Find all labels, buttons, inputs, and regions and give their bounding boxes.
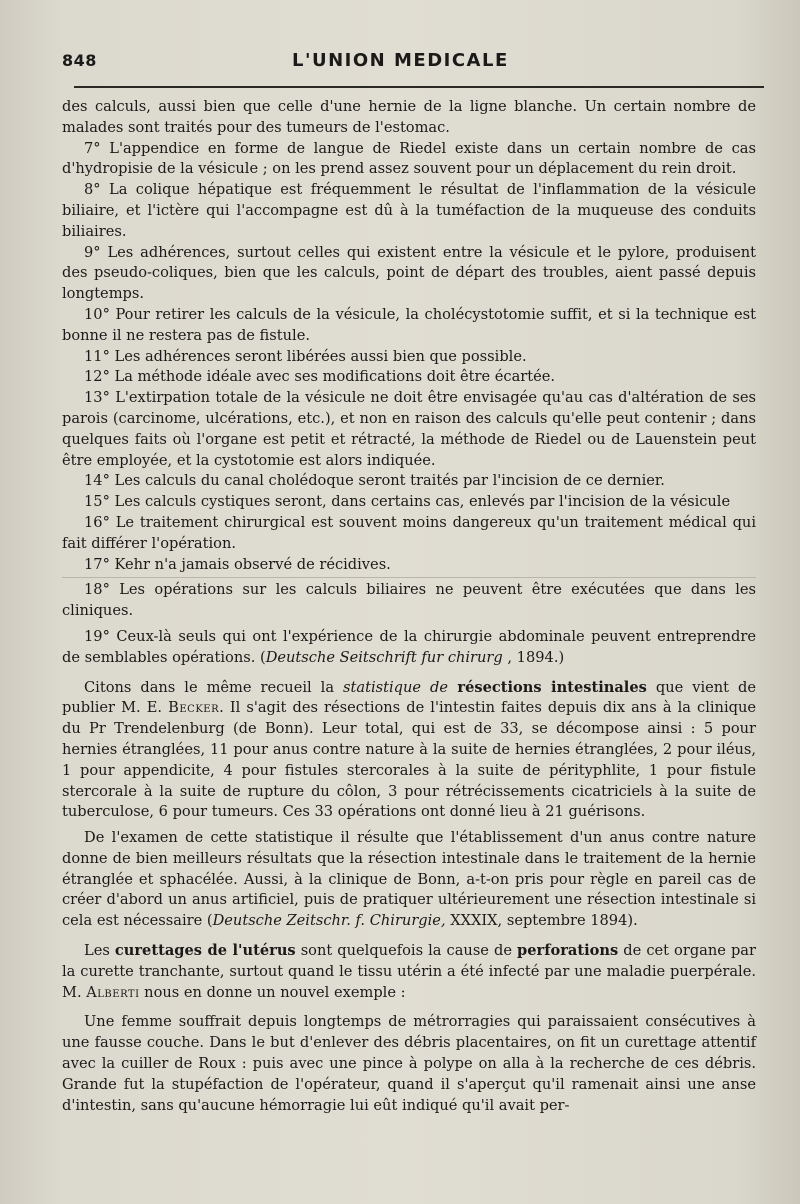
page-header xyxy=(62,50,760,78)
conclusion-19 xyxy=(62,627,756,669)
header-rule xyxy=(74,86,764,88)
citation-chirurgie: Deutsche Zeitschr. f. Chirurgie, xyxy=(212,912,446,930)
resections-term: résections intestinales xyxy=(447,678,647,696)
resections-intro: Citons dans le même recueil la xyxy=(84,678,344,696)
conclusion-16: 16° Le traitement chirurgical est souvent moins dangereux qu'un traitement médical qui fait différer l'opération. xyxy=(62,513,756,552)
conclusion-11: 11° Les adhérences seront libérées aussi bien que possible. xyxy=(84,347,527,365)
citation-volume: XXXIX, septembre 1894). xyxy=(445,912,638,930)
journal-title: L'UNION MEDICALE xyxy=(292,50,509,71)
author-becker: Becker xyxy=(168,699,220,717)
curettages-example: nous en donne un nouvel exemple : xyxy=(139,983,406,1001)
conclusion-12: 12° La méthode idéale avec ses modifications doit être écartée. xyxy=(84,368,556,386)
paragraph-case-report: Une femme souffrait depuis longtemps de métrorragies qui paraissaient consécutives à une fausse couche. Dans le but d'enlever des débris placentaires, on fit un curettage attentif avec la cuiller de Roux : puis avec une pince à polype on alla à la recherche de ces débris. Grande fut la stupéfaction de l'opérateur, quand il s'aperçut qu'il ramenait ainsi une anse d'intestin, sans qu'aucune hémorragie lui eût indiqué qu'il avait per- xyxy=(62,1013,756,1114)
curettages-details: de cet organe par la curette tranchante, surtout quand le tissu utérin a été infecté par une maladie puerpérale. M. xyxy=(62,942,756,1001)
paragraph-curettages xyxy=(62,941,756,1003)
resections-publish: que vient de publier M. E. xyxy=(62,678,756,717)
page-number: 848 xyxy=(62,51,97,70)
resections-details: . Il s'agit des résections de l'intestin faites depuis dix ans à la clinique du Pr Trendelenburg (de Bonn). Leur total, qui est de 33, se décompose ainsi : 5 pour hernies étranglées, 11 pour anus contre nature à la suite de hernies étranglées, 2 pour iléus, 1 pour appendicite, 4 pour fistules stercorales à la suite de pérityphlite, 1 pour fistule stercorale à la suite de rupture du côlon, 3 pour rétrécissements cicatriciels à la suite de tuberculose, 6 pour tumeurs. Ces 33 opérations ont donné lieu à 21 guérisons. xyxy=(62,699,756,821)
citation-year: , 1894.) xyxy=(502,648,565,666)
citation-deutsche-zeitschrift: Deutsche Seitschrift fur chirurg xyxy=(265,648,503,666)
conclusion-13: 13° L'extirpation totale de la vésicule ne doit être envisagée qu'au cas d'altération de ses parois (carcinome, ulcérations, etc.), et non en raison des calculs qu'elle peut contenir ; dans quelques faits où l'organe est petit et rétracté, la méthode de Riedel ou de Lauenstein peut être employée, et la cystotomie est alors indiquée. xyxy=(62,389,756,469)
author-alberti: Alberti xyxy=(86,983,140,1001)
conclusion-8: 8° La colique hépatique est fréquemment le résultat de l'inflammation de la vésicule biliaire, et l'ictère qui l'accompagne est dû à la tuméfaction de la muqueuse des conduits biliaires. xyxy=(62,181,756,240)
paragraph-continuation: des calculs, aussi bien que celle d'une hernie de la ligne blanche. Un certain nombre de malades sont traités pour des tumeurs de l'estomac. xyxy=(62,98,756,136)
conclusion-10: 10° Pour retirer les calculs de la vésicule, la cholécystotomie suffit, et si la technique est bonne il ne restera pas de fistule. xyxy=(62,305,756,344)
conclusion-7: 7° L'appendice en forme de langue de Riedel existe dans un certain nombre de cas d'hydropisie de la vésicule ; on les prend assez souvent pour un déplacement du rein droit. xyxy=(62,139,756,178)
analysis-text: De l'examen de cette statistique il résulte que l'établissement d'un anus contre nature donne de bien meilleurs résultats que la résection intestinale dans le traitement de la hernie étranglée et sphacélée. Aussi, à la clinique de Bonn, a-t-on pris pour règle en pareil cas de créer d'abord un anus artificiel, puis de pratiquer ultérieurement une résection intestinale si cela est nécessaire ( xyxy=(62,829,756,930)
conclusion-19-text: 19° Ceux-là seuls qui ont l'expérience de la chirurgie abdominale peuvent entreprendre de semblables opérations. ( xyxy=(62,627,756,666)
conclusion-15: 15° Les calculs cystiques seront, dans certains cas, enlevés par l'incision de la vésicule xyxy=(84,493,731,511)
separator-line xyxy=(62,577,756,578)
paragraph-statistics-analysis xyxy=(62,828,756,932)
article-body xyxy=(62,97,756,1116)
conclusion-14: 14° Les calculs du canal cholédoque seront traités par l'incision de ce dernier. xyxy=(84,472,665,490)
resections-statistique: statistique de xyxy=(343,678,448,696)
conclusion-17: 17° Kehr n'a jamais observé de récidives. xyxy=(84,555,391,573)
perforations-term: perforations xyxy=(517,942,619,960)
paragraph-resections xyxy=(62,678,756,824)
curettages-intro: Les xyxy=(84,942,115,960)
conclusion-18: 18° Les opérations sur les calculs biliaires ne peuvent être exécutées que dans les cliniques. xyxy=(62,581,756,620)
conclusion-9: 9° Les adhérences, surtout celles qui existent entre la vésicule et le pylore, produisent des pseudo-coliques, bien que les calculs, point de départ des troubles, aient passé depuis longtemps. xyxy=(62,243,756,303)
curettages-cause: sont quelquefois la cause de xyxy=(295,942,518,960)
curettages-term: curettages de l'utérus xyxy=(114,942,296,960)
